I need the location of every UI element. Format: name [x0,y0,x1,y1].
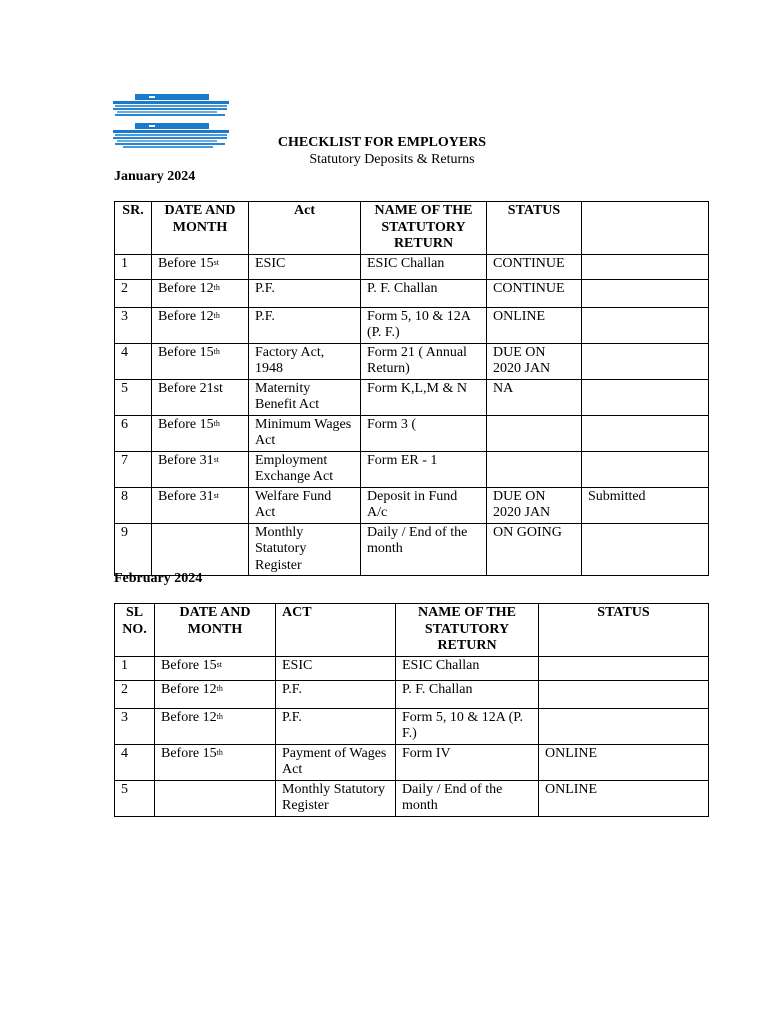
cell-status: CONTINUE [487,279,582,307]
date-text: Before 21st [158,380,223,396]
cell-extra [582,451,709,487]
column-header: SR. [115,202,152,255]
cell-status: ONLINE [539,780,709,816]
cell-act: Payment of Wages Act [276,744,396,780]
cell-status: ONLINE [487,307,582,343]
cell-date [152,523,249,576]
cell-status: CONTINUE [487,254,582,279]
cell-status [487,451,582,487]
cell-extra [582,343,709,379]
date-ordinal-suffix: st [216,659,222,669]
cell-date [152,487,249,523]
cell-ret: Daily / End of the month [396,780,539,816]
cell-sr: 9 [115,523,152,576]
date-text: Before 12 [161,709,217,725]
cell-status [487,415,582,451]
cell-status: DUE ON 2020 JAN [487,487,582,523]
cell-act: P.F. [249,307,361,343]
cell-extra [582,523,709,576]
cell-sr: 1 [115,254,152,279]
cell-status: ON GOING [487,523,582,576]
cell-sr: 4 [115,343,152,379]
cell-ret: Form 5, 10 & 12A (P. F.) [396,708,539,744]
cell-ret: P. F. Challan [396,680,539,708]
date-ordinal-suffix: th [213,418,220,428]
column-header: ACT [276,604,396,657]
cell-date [155,744,276,780]
date-text: Before 12 [161,681,217,697]
cell-ret: ESIC Challan [396,656,539,680]
table-row [115,780,709,816]
date-ordinal-suffix: th [216,711,223,721]
cell-act: Monthly Statutory Register [249,523,361,576]
date-text: Before 12 [158,308,214,324]
column-header: STATUS [539,604,709,657]
cell-date [152,451,249,487]
cell-date [152,307,249,343]
column-header: NAME OF THE STATUTORY RETURN [361,202,487,255]
cell-status [539,656,709,680]
table-row [115,656,709,680]
date-text: Before 15 [161,657,217,673]
cell-sr: 2 [115,680,155,708]
cell-date [152,379,249,415]
table-row [115,307,709,343]
cell-act: P.F. [276,680,396,708]
cell-act: P.F. [276,708,396,744]
date-text: Before 12 [158,280,214,296]
cell-extra [582,307,709,343]
cell-date [155,708,276,744]
column-header [582,202,709,255]
date-ordinal-suffix: st [213,490,219,500]
cell-sr: 7 [115,451,152,487]
cell-ret: Form 3 ( [361,415,487,451]
cell-act: Factory Act, 1948 [249,343,361,379]
table-row [115,379,709,415]
date-text: Before 31 [158,452,214,468]
cell-extra [582,415,709,451]
cell-status [539,680,709,708]
date-ordinal-suffix: th [216,683,223,693]
cell-ret: Form ER - 1 [361,451,487,487]
cell-sr: 8 [115,487,152,523]
column-header: DATE AND MONTH [155,604,276,657]
table-row [115,680,709,708]
date-text: Before 15 [158,255,214,271]
cell-ret: Daily / End of the month [361,523,487,576]
cell-sr: 3 [115,708,155,744]
date-text: Before 31 [158,488,214,504]
column-header: NAME OF THE STATUTORY RETURN [396,604,539,657]
table-row [115,343,709,379]
cell-ret: Form 5, 10 & 12A (P. F.) [361,307,487,343]
date-ordinal-suffix: st [213,454,219,464]
column-header: SL NO. [115,604,155,657]
cell-date [152,415,249,451]
cell-act: Monthly Statutory Register [276,780,396,816]
document-title: CHECKLIST FOR EMPLOYERS [277,135,487,150]
cell-sr: 4 [115,744,155,780]
cell-sr: 2 [115,279,152,307]
document-subtitle: Statutory Deposits & Returns [309,152,475,167]
date-ordinal-suffix: th [213,310,220,320]
cell-date [155,656,276,680]
cell-status: NA [487,379,582,415]
cell-ret: Form IV [396,744,539,780]
cell-status: DUE ON 2020 JAN [487,343,582,379]
table-row [115,415,709,451]
cell-sr: 3 [115,307,152,343]
cell-extra [582,279,709,307]
cell-sr: 1 [115,656,155,680]
cell-act: P.F. [249,279,361,307]
cell-sr: 6 [115,415,152,451]
cell-ret: Deposit in Fund A/c [361,487,487,523]
date-text: Before 15 [158,344,214,360]
cell-date [152,343,249,379]
cell-date [155,680,276,708]
cell-date [155,780,276,816]
date-ordinal-suffix: th [216,747,223,757]
january-checklist-table [114,201,709,576]
cell-ret: Form 21 ( Annual Return) [361,343,487,379]
date-ordinal-suffix: st [213,257,219,267]
february-heading: February 2024 [114,571,203,586]
column-header: DATE AND MONTH [152,202,249,255]
table-row [115,487,709,523]
cell-act: Maternity Benefit Act [249,379,361,415]
cell-extra [582,379,709,415]
cell-act: Employment Exchange Act [249,451,361,487]
cell-ret: ESIC Challan [361,254,487,279]
cell-status [539,708,709,744]
table-row [115,279,709,307]
table-row [115,451,709,487]
cell-date [152,279,249,307]
date-text: Before 15 [161,745,217,761]
date-ordinal-suffix: th [213,282,220,292]
cell-extra [582,254,709,279]
cell-sr: 5 [115,379,152,415]
date-ordinal-suffix: th [213,346,220,356]
table-row [115,708,709,744]
column-header: STATUS [487,202,582,255]
cell-act: ESIC [249,254,361,279]
cell-act: ESIC [276,656,396,680]
cell-date [152,254,249,279]
table-row [115,254,709,279]
cell-ret: P. F. Challan [361,279,487,307]
cell-extra: Submitted [582,487,709,523]
february-checklist-table [114,603,709,817]
cell-sr: 5 [115,780,155,816]
cell-act: Minimum Wages Act [249,415,361,451]
january-heading: January 2024 [114,169,196,184]
cell-ret: Form K,L,M & N [361,379,487,415]
cell-status: ONLINE [539,744,709,780]
table-row [115,744,709,780]
date-text: Before 15 [158,416,214,432]
column-header: Act [249,202,361,255]
cell-act: Welfare Fund Act [249,487,361,523]
table-row [115,523,709,576]
